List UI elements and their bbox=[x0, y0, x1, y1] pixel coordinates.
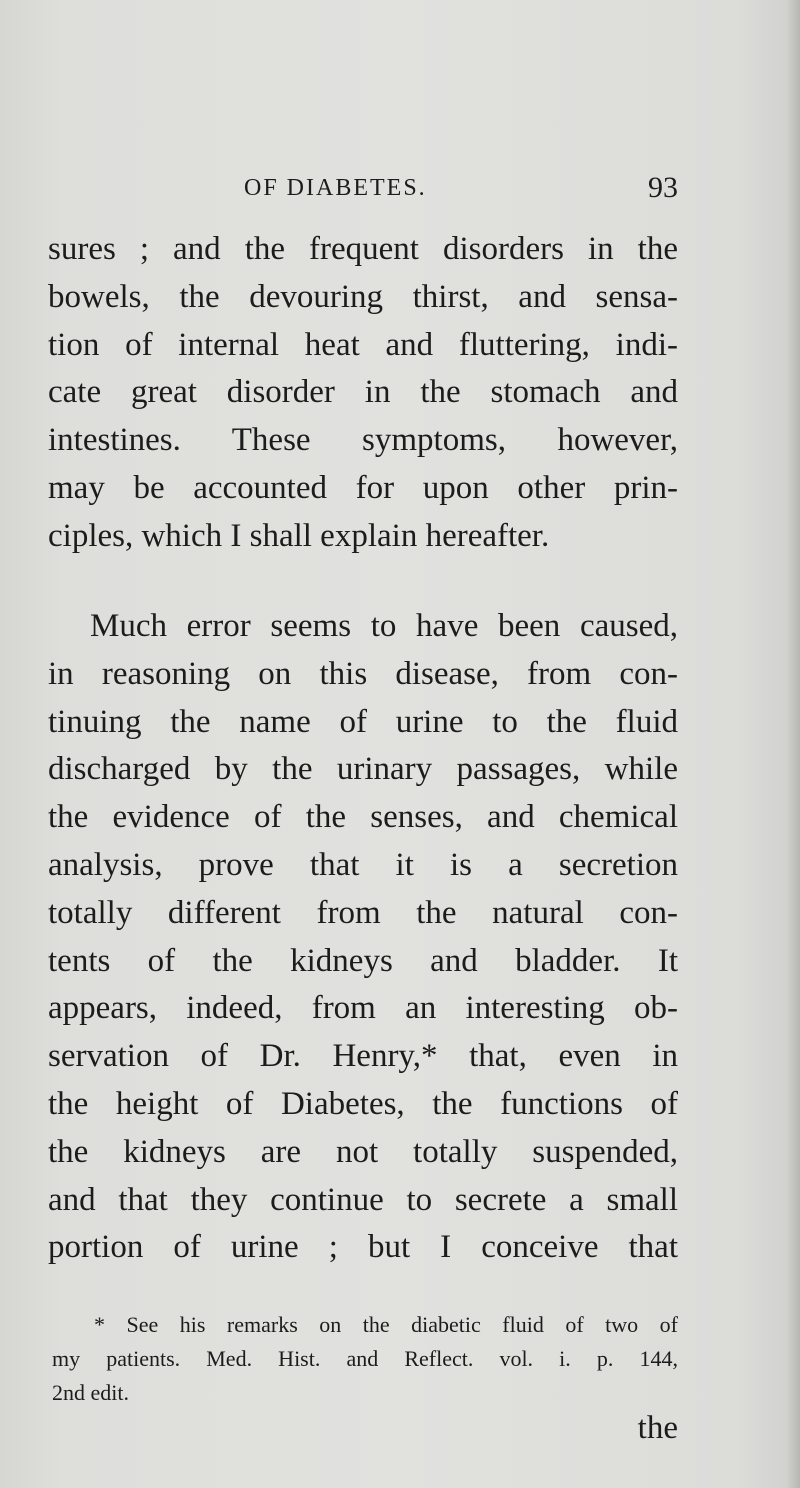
page-header bbox=[48, 168, 678, 208]
catchword: the bbox=[637, 1410, 678, 1446]
footnote-line: my patients. Med. Hist. and Reflect. vol. i. p. 144, bbox=[52, 1346, 678, 1371]
text-line: totally different from the natural con- bbox=[48, 894, 678, 931]
running-title: OF DIABETES. bbox=[244, 175, 427, 201]
text-line: cate great disorder in the stomach and bbox=[48, 374, 678, 411]
text-line: tinuing the name of urine to the fluid bbox=[48, 703, 678, 740]
text-line: tents of the kidneys and bladder. It bbox=[48, 942, 678, 979]
footnote-line: 2nd edit. bbox=[52, 1380, 129, 1405]
text-line: may be accounted for upon other prin- bbox=[48, 469, 678, 506]
text-line: the height of Diabetes, the functions of bbox=[48, 1085, 678, 1122]
page-number: 93 bbox=[648, 171, 678, 204]
footnote-line: * See his remarks on the diabetic fluid of two of bbox=[94, 1312, 678, 1337]
text-line: in reasoning on this disease, from con- bbox=[48, 655, 678, 692]
text-line: sures ; and the frequent disorders in the bbox=[48, 231, 678, 267]
text-line: the evidence of the senses, and chemical bbox=[48, 799, 678, 836]
footnote bbox=[52, 1308, 678, 1410]
text-line: tion of internal heat and fluttering, indi- bbox=[48, 326, 678, 363]
paragraph-2 bbox=[48, 603, 678, 1272]
text-line: the kidneys are not totally suspended, bbox=[48, 1133, 678, 1170]
text-line: and that they continue to secrete a small bbox=[48, 1181, 678, 1218]
text-line: servation of Dr. Henry,* that, even in bbox=[48, 1038, 678, 1075]
paragraph-1 bbox=[48, 226, 678, 561]
text-line: portion of urine ; but I conceive that bbox=[48, 1229, 678, 1266]
text-line: discharged by the urinary passages, while bbox=[48, 751, 678, 788]
text-line: analysis, prove that it is a secretion bbox=[48, 846, 678, 883]
text-line: ciples, which I shall explain hereafter. bbox=[48, 517, 550, 554]
text-line: bowels, the devouring thirst, and sensa- bbox=[48, 278, 678, 315]
text-line: appears, indeed, from an interesting ob- bbox=[48, 990, 678, 1027]
text-line: intestines. These symptoms, however, bbox=[48, 422, 678, 459]
text-line: Much error seems to have been caused, bbox=[90, 608, 678, 644]
